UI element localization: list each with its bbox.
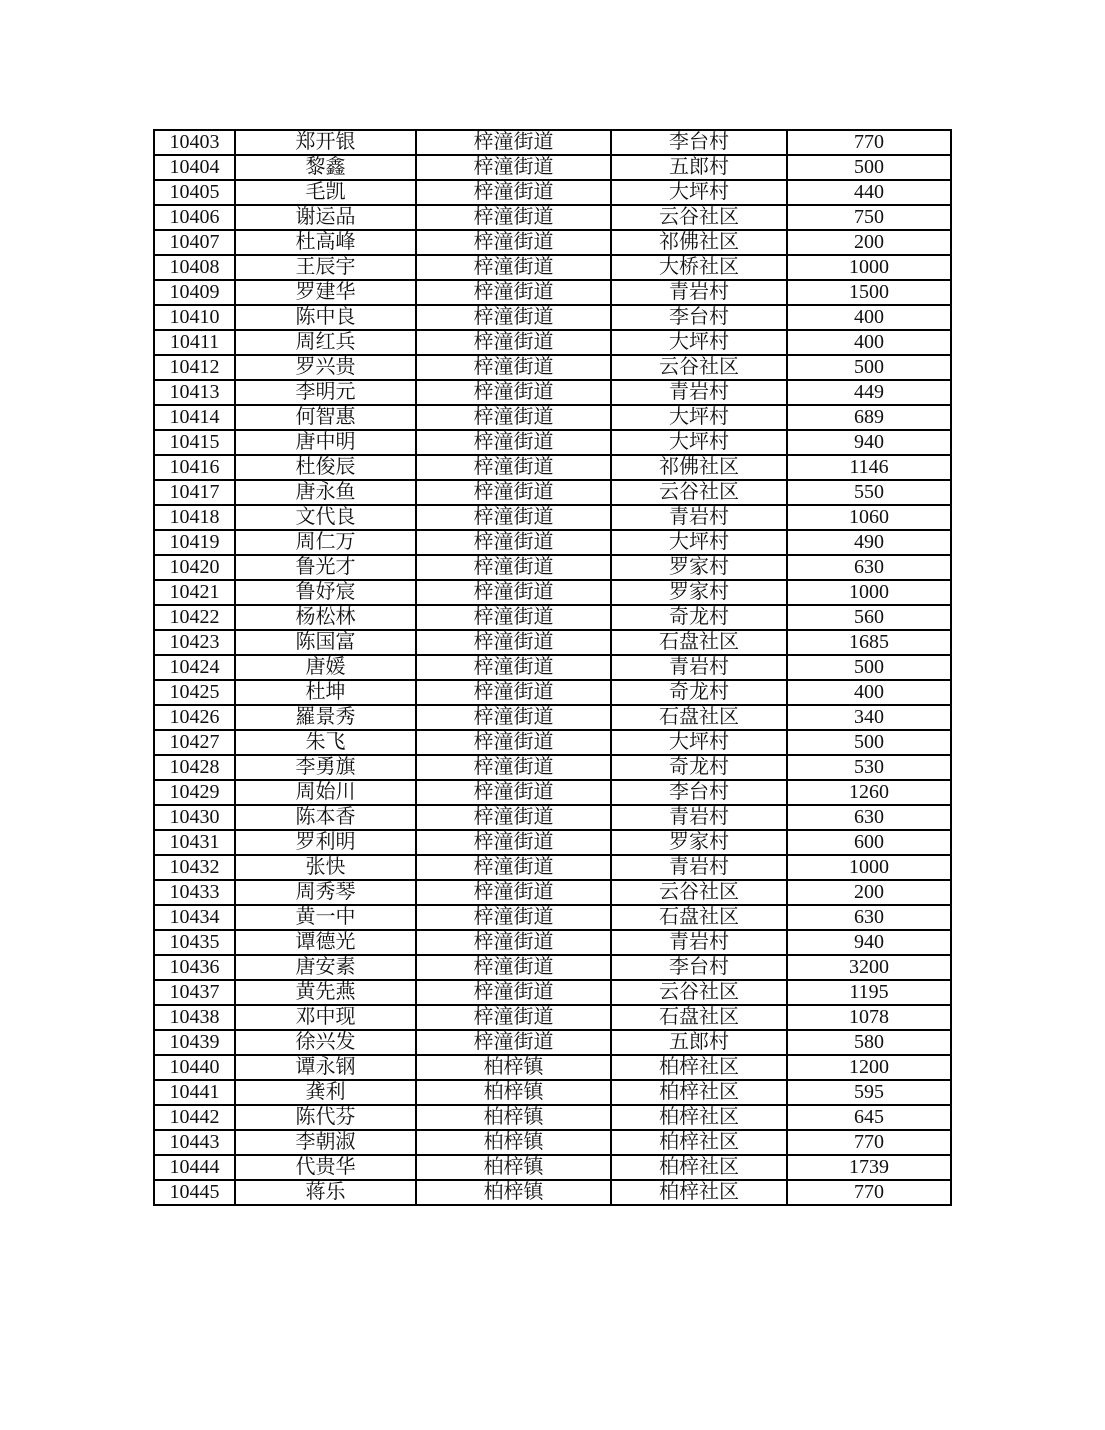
cell-code: 10409 xyxy=(154,280,235,305)
cell-town: 梓潼街道 xyxy=(416,530,611,555)
cell-code: 10433 xyxy=(154,880,235,905)
table-row xyxy=(154,805,951,830)
cell-town: 梓潼街道 xyxy=(416,855,611,880)
cell-town: 梓潼街道 xyxy=(416,155,611,180)
cell-town: 梓潼街道 xyxy=(416,280,611,305)
cell-person-name: 李明元 xyxy=(235,380,416,405)
cell-person-name: 何智惠 xyxy=(235,405,416,430)
cell-town: 梓潼街道 xyxy=(416,780,611,805)
cell-person-name: 唐中明 xyxy=(235,430,416,455)
cell-amount: 1260 xyxy=(787,780,951,805)
cell-person-name: 黄一中 xyxy=(235,905,416,930)
cell-amount: 449 xyxy=(787,380,951,405)
cell-code: 10427 xyxy=(154,730,235,755)
cell-code: 10429 xyxy=(154,780,235,805)
cell-village: 石盘社区 xyxy=(611,905,787,930)
cell-village: 奇龙村 xyxy=(611,680,787,705)
table-row xyxy=(154,430,951,455)
table-row xyxy=(154,955,951,980)
cell-code: 10412 xyxy=(154,355,235,380)
cell-person-name: 黎鑫 xyxy=(235,155,416,180)
table-row xyxy=(154,580,951,605)
cell-code: 10417 xyxy=(154,480,235,505)
cell-person-name: 杜坤 xyxy=(235,680,416,705)
cell-amount: 750 xyxy=(787,205,951,230)
cell-code: 10442 xyxy=(154,1105,235,1130)
cell-amount: 1200 xyxy=(787,1055,951,1080)
cell-town: 梓潼街道 xyxy=(416,355,611,380)
cell-code: 10421 xyxy=(154,580,235,605)
cell-village: 李台村 xyxy=(611,780,787,805)
cell-amount: 340 xyxy=(787,705,951,730)
cell-village: 云谷社区 xyxy=(611,205,787,230)
cell-amount: 940 xyxy=(787,430,951,455)
cell-town: 梓潼街道 xyxy=(416,230,611,255)
cell-amount: 1146 xyxy=(787,455,951,480)
cell-amount: 1000 xyxy=(787,855,951,880)
cell-amount: 770 xyxy=(787,1130,951,1155)
cell-code: 10432 xyxy=(154,855,235,880)
cell-person-name: 周秀琴 xyxy=(235,880,416,905)
table-row xyxy=(154,1155,951,1180)
cell-village: 石盘社区 xyxy=(611,1005,787,1030)
cell-code: 10413 xyxy=(154,380,235,405)
table-row xyxy=(154,480,951,505)
cell-code: 10439 xyxy=(154,1030,235,1055)
cell-town: 梓潼街道 xyxy=(416,1030,611,1055)
cell-code: 10408 xyxy=(154,255,235,280)
cell-town: 梓潼街道 xyxy=(416,880,611,905)
table-row xyxy=(154,855,951,880)
cell-village: 云谷社区 xyxy=(611,355,787,380)
cell-amount: 440 xyxy=(787,180,951,205)
cell-person-name: 鲁光才 xyxy=(235,555,416,580)
cell-town: 梓潼街道 xyxy=(416,255,611,280)
cell-town: 梓潼街道 xyxy=(416,580,611,605)
table-row xyxy=(154,1080,951,1105)
cell-amount: 645 xyxy=(787,1105,951,1130)
cell-village: 柏梓社区 xyxy=(611,1080,787,1105)
cell-village: 青岩村 xyxy=(611,930,787,955)
cell-town: 柏梓镇 xyxy=(416,1180,611,1205)
cell-village: 青岩村 xyxy=(611,280,787,305)
cell-code: 10420 xyxy=(154,555,235,580)
cell-person-name: 罗建华 xyxy=(235,280,416,305)
cell-person-name: 陈代芬 xyxy=(235,1105,416,1130)
table-row xyxy=(154,880,951,905)
table-row xyxy=(154,555,951,580)
table-row xyxy=(154,530,951,555)
cell-amount: 630 xyxy=(787,905,951,930)
cell-code: 10418 xyxy=(154,505,235,530)
cell-person-name: 杨松林 xyxy=(235,605,416,630)
cell-village: 罗家村 xyxy=(611,830,787,855)
cell-amount: 490 xyxy=(787,530,951,555)
cell-person-name: 鲁妤宸 xyxy=(235,580,416,605)
cell-town: 梓潼街道 xyxy=(416,905,611,930)
cell-village: 青岩村 xyxy=(611,380,787,405)
table-row xyxy=(154,205,951,230)
cell-amount: 400 xyxy=(787,680,951,705)
cell-town: 梓潼街道 xyxy=(416,480,611,505)
cell-code: 10431 xyxy=(154,830,235,855)
cell-amount: 3200 xyxy=(787,955,951,980)
cell-person-name: 李朝淑 xyxy=(235,1130,416,1155)
cell-person-name: 毛凯 xyxy=(235,180,416,205)
cell-town: 梓潼街道 xyxy=(416,380,611,405)
table-row xyxy=(154,1055,951,1080)
cell-amount: 940 xyxy=(787,930,951,955)
cell-person-name: 周始川 xyxy=(235,780,416,805)
cell-code: 10437 xyxy=(154,980,235,1005)
cell-amount: 500 xyxy=(787,655,951,680)
cell-village: 奇龙村 xyxy=(611,605,787,630)
table-row xyxy=(154,930,951,955)
cell-person-name: 朱飞 xyxy=(235,730,416,755)
cell-village: 青岩村 xyxy=(611,805,787,830)
cell-person-name: 唐安素 xyxy=(235,955,416,980)
cell-person-name: 周仁万 xyxy=(235,530,416,555)
cell-village: 云谷社区 xyxy=(611,880,787,905)
table-row xyxy=(154,1180,951,1205)
table-row xyxy=(154,455,951,480)
cell-person-name: 谭永钢 xyxy=(235,1055,416,1080)
cell-code: 10430 xyxy=(154,805,235,830)
cell-code: 10440 xyxy=(154,1055,235,1080)
cell-town: 梓潼街道 xyxy=(416,630,611,655)
cell-village: 奇龙村 xyxy=(611,755,787,780)
cell-person-name: 陈本香 xyxy=(235,805,416,830)
cell-village: 大坪村 xyxy=(611,330,787,355)
cell-village: 祁佛社区 xyxy=(611,230,787,255)
cell-village: 大坪村 xyxy=(611,405,787,430)
cell-village: 祁佛社区 xyxy=(611,455,787,480)
cell-town: 梓潼街道 xyxy=(416,705,611,730)
table-row xyxy=(154,280,951,305)
cell-code: 10410 xyxy=(154,305,235,330)
cell-code: 10441 xyxy=(154,1080,235,1105)
cell-amount: 1000 xyxy=(787,580,951,605)
cell-person-name: 罗兴贵 xyxy=(235,355,416,380)
cell-amount: 400 xyxy=(787,330,951,355)
cell-village: 罗家村 xyxy=(611,580,787,605)
cell-village: 柏梓社区 xyxy=(611,1130,787,1155)
cell-person-name: 文代良 xyxy=(235,505,416,530)
cell-town: 梓潼街道 xyxy=(416,505,611,530)
cell-person-name: 谢运品 xyxy=(235,205,416,230)
cell-village: 石盘社区 xyxy=(611,630,787,655)
cell-village: 大坪村 xyxy=(611,730,787,755)
cell-village: 柏梓社区 xyxy=(611,1155,787,1180)
cell-code: 10404 xyxy=(154,155,235,180)
cell-village: 李台村 xyxy=(611,305,787,330)
cell-amount: 1500 xyxy=(787,280,951,305)
cell-village: 五郎村 xyxy=(611,155,787,180)
cell-person-name: 李勇旗 xyxy=(235,755,416,780)
cell-town: 柏梓镇 xyxy=(416,1155,611,1180)
cell-town: 柏梓镇 xyxy=(416,1105,611,1130)
cell-town: 梓潼街道 xyxy=(416,455,611,480)
table-row xyxy=(154,155,951,180)
cell-amount: 200 xyxy=(787,880,951,905)
cell-code: 10426 xyxy=(154,705,235,730)
table-row xyxy=(154,355,951,380)
table-row xyxy=(154,730,951,755)
cell-code: 10419 xyxy=(154,530,235,555)
table-row xyxy=(154,505,951,530)
cell-town: 梓潼街道 xyxy=(416,955,611,980)
cell-town: 梓潼街道 xyxy=(416,930,611,955)
cell-amount: 1060 xyxy=(787,505,951,530)
table-row xyxy=(154,305,951,330)
cell-amount: 1685 xyxy=(787,630,951,655)
cell-code: 10435 xyxy=(154,930,235,955)
cell-code: 10407 xyxy=(154,230,235,255)
cell-person-name: 陈国富 xyxy=(235,630,416,655)
cell-code: 10438 xyxy=(154,1005,235,1030)
cell-town: 梓潼街道 xyxy=(416,755,611,780)
cell-amount: 500 xyxy=(787,730,951,755)
table-row xyxy=(154,1105,951,1130)
cell-town: 梓潼街道 xyxy=(416,830,611,855)
table-row xyxy=(154,605,951,630)
cell-town: 梓潼街道 xyxy=(416,555,611,580)
cell-code: 10414 xyxy=(154,405,235,430)
cell-code: 10415 xyxy=(154,430,235,455)
table-row xyxy=(154,230,951,255)
cell-person-name: 蒋乐 xyxy=(235,1180,416,1205)
cell-amount: 580 xyxy=(787,1030,951,1055)
cell-village: 柏梓社区 xyxy=(611,1180,787,1205)
cell-village: 云谷社区 xyxy=(611,980,787,1005)
cell-amount: 630 xyxy=(787,805,951,830)
cell-person-name: 代贵华 xyxy=(235,1155,416,1180)
table-row xyxy=(154,780,951,805)
cell-amount: 1078 xyxy=(787,1005,951,1030)
cell-person-name: 杜高峰 xyxy=(235,230,416,255)
cell-town: 梓潼街道 xyxy=(416,655,611,680)
cell-person-name: 龚利 xyxy=(235,1080,416,1105)
cell-amount: 1000 xyxy=(787,255,951,280)
cell-amount: 600 xyxy=(787,830,951,855)
cell-amount: 1739 xyxy=(787,1155,951,1180)
cell-amount: 770 xyxy=(787,130,951,155)
cell-code: 10428 xyxy=(154,755,235,780)
cell-amount: 500 xyxy=(787,355,951,380)
cell-village: 云谷社区 xyxy=(611,480,787,505)
cell-village: 石盘社区 xyxy=(611,705,787,730)
cell-village: 罗家村 xyxy=(611,555,787,580)
cell-code: 10405 xyxy=(154,180,235,205)
cell-village: 大坪村 xyxy=(611,530,787,555)
cell-person-name: 唐媛 xyxy=(235,655,416,680)
cell-code: 10424 xyxy=(154,655,235,680)
cell-person-name: 杜俊辰 xyxy=(235,455,416,480)
cell-village: 青岩村 xyxy=(611,655,787,680)
table-row xyxy=(154,330,951,355)
cell-town: 梓潼街道 xyxy=(416,180,611,205)
records-table xyxy=(153,129,952,1206)
cell-code: 10423 xyxy=(154,630,235,655)
cell-person-name: 邓中现 xyxy=(235,1005,416,1030)
table-row xyxy=(154,405,951,430)
table-row xyxy=(154,1030,951,1055)
table-row xyxy=(154,705,951,730)
cell-amount: 770 xyxy=(787,1180,951,1205)
table-row xyxy=(154,1130,951,1155)
cell-code: 10444 xyxy=(154,1155,235,1180)
cell-town: 柏梓镇 xyxy=(416,1055,611,1080)
cell-town: 梓潼街道 xyxy=(416,805,611,830)
cell-village: 大坪村 xyxy=(611,430,787,455)
cell-person-name: 周红兵 xyxy=(235,330,416,355)
table-row xyxy=(154,905,951,930)
cell-person-name: 徐兴发 xyxy=(235,1030,416,1055)
cell-person-name: 王辰宇 xyxy=(235,255,416,280)
table-row xyxy=(154,130,951,155)
table-row xyxy=(154,380,951,405)
cell-amount: 1195 xyxy=(787,980,951,1005)
cell-code: 10445 xyxy=(154,1180,235,1205)
cell-village: 柏梓社区 xyxy=(611,1055,787,1080)
cell-person-name: 郑开银 xyxy=(235,130,416,155)
cell-person-name: 黄先燕 xyxy=(235,980,416,1005)
cell-code: 10422 xyxy=(154,605,235,630)
table-row xyxy=(154,830,951,855)
records-table-body xyxy=(154,130,951,1205)
cell-person-name: 陈中良 xyxy=(235,305,416,330)
cell-amount: 689 xyxy=(787,405,951,430)
cell-village: 青岩村 xyxy=(611,505,787,530)
cell-village: 李台村 xyxy=(611,955,787,980)
cell-code: 10411 xyxy=(154,330,235,355)
cell-town: 梓潼街道 xyxy=(416,330,611,355)
cell-town: 梓潼街道 xyxy=(416,605,611,630)
cell-town: 柏梓镇 xyxy=(416,1130,611,1155)
cell-amount: 560 xyxy=(787,605,951,630)
table-row xyxy=(154,1005,951,1030)
cell-person-name: 张快 xyxy=(235,855,416,880)
cell-village: 大坪村 xyxy=(611,180,787,205)
cell-town: 梓潼街道 xyxy=(416,980,611,1005)
cell-code: 10406 xyxy=(154,205,235,230)
cell-amount: 630 xyxy=(787,555,951,580)
cell-code: 10416 xyxy=(154,455,235,480)
cell-town: 梓潼街道 xyxy=(416,305,611,330)
cell-town: 梓潼街道 xyxy=(416,405,611,430)
cell-town: 梓潼街道 xyxy=(416,680,611,705)
cell-amount: 400 xyxy=(787,305,951,330)
cell-village: 柏梓社区 xyxy=(611,1105,787,1130)
cell-person-name: 唐永鱼 xyxy=(235,480,416,505)
cell-person-name: 羅景秀 xyxy=(235,705,416,730)
cell-town: 梓潼街道 xyxy=(416,1005,611,1030)
cell-code: 10443 xyxy=(154,1130,235,1155)
cell-amount: 500 xyxy=(787,155,951,180)
cell-person-name: 罗利明 xyxy=(235,830,416,855)
cell-town: 梓潼街道 xyxy=(416,730,611,755)
table-row xyxy=(154,180,951,205)
table-row xyxy=(154,980,951,1005)
table-row xyxy=(154,255,951,280)
cell-village: 李台村 xyxy=(611,130,787,155)
cell-amount: 595 xyxy=(787,1080,951,1105)
cell-town: 柏梓镇 xyxy=(416,1080,611,1105)
cell-amount: 200 xyxy=(787,230,951,255)
table-row xyxy=(154,630,951,655)
cell-person-name: 谭德光 xyxy=(235,930,416,955)
table-row xyxy=(154,680,951,705)
cell-town: 梓潼街道 xyxy=(416,130,611,155)
cell-village: 青岩村 xyxy=(611,855,787,880)
cell-town: 梓潼街道 xyxy=(416,430,611,455)
cell-village: 五郎村 xyxy=(611,1030,787,1055)
cell-village: 大桥社区 xyxy=(611,255,787,280)
cell-amount: 530 xyxy=(787,755,951,780)
cell-code: 10434 xyxy=(154,905,235,930)
cell-code: 10436 xyxy=(154,955,235,980)
cell-amount: 550 xyxy=(787,480,951,505)
cell-code: 10425 xyxy=(154,680,235,705)
table-row xyxy=(154,655,951,680)
table-row xyxy=(154,755,951,780)
cell-town: 梓潼街道 xyxy=(416,205,611,230)
cell-code: 10403 xyxy=(154,130,235,155)
